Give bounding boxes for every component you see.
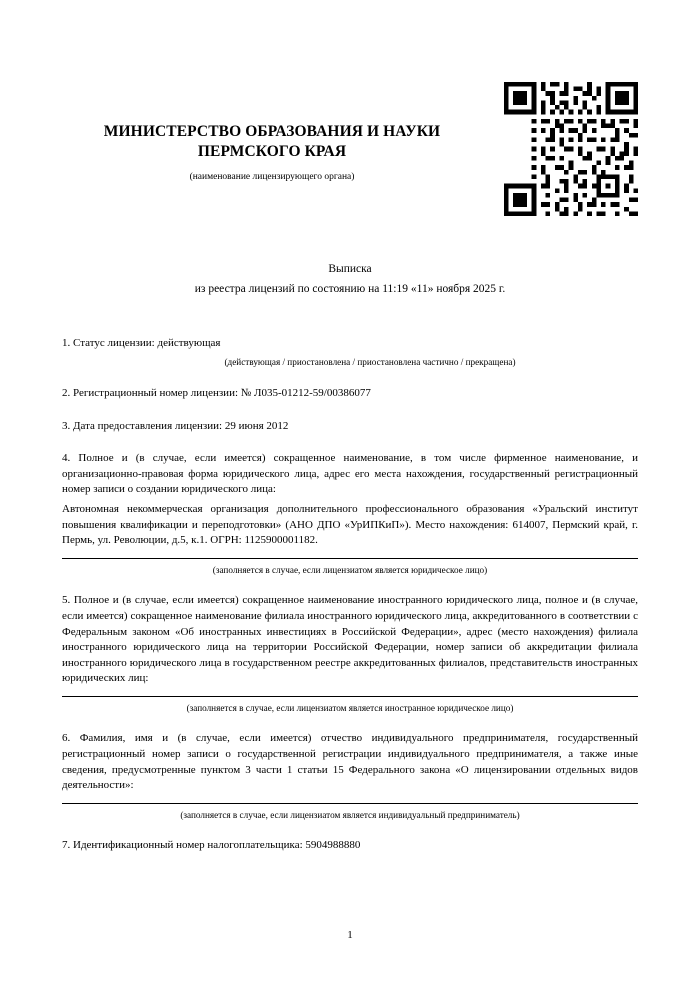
divider xyxy=(62,803,638,804)
section-reg-number xyxy=(62,386,638,402)
section-reg-number-text: 2. Регистрационный номер лицензии: № Л035-01212-59/00386077 xyxy=(62,386,371,399)
qr-code xyxy=(504,82,638,216)
section-legal-entity-text: 4. Полное и (в случае, если имеется) сокращенное наименование, в том числе фирменное наименование, и организационно-правовая форма юридического лица, адрес его места нахождения, государственный регистрационный номер записи о создании юридического лица: xyxy=(62,452,638,496)
section-individual-entrepreneur-note: (заполняется в случае, если лицензиатом является индивидуальный предприниматель) xyxy=(180,809,520,820)
section-legal-entity-body: Автономная некоммерческая организация дополнительного профессионального образования «Уральский институт повышения квалификации и переподготовки» (АНО ДПО «УрИПКиП»). Место нахождения: 614007, Пермский край, г. Пермь, ул. Революции, д.5, к.1. ОГРН: 1125900001182. xyxy=(62,502,638,547)
section-legal-entity xyxy=(62,451,638,576)
ministry-title-line2: ПЕРМСКОГО КРАЯ xyxy=(197,143,347,161)
section-individual-entrepreneur xyxy=(62,731,638,821)
section-legal-entity-note: (заполняется в случае, если лицензиатом является юридическое лицо) xyxy=(212,564,488,575)
ministry-title-line1: МИНИСТЕРСТВО ОБРАЗОВАНИЯ И НАУКИ xyxy=(103,123,441,140)
divider xyxy=(62,558,638,559)
qr-code-image xyxy=(504,82,638,216)
extract-subtitle: из реестра лицензий по состоянию на 11:19 «11» ноября 2025 г. xyxy=(194,282,506,295)
section-status-text: 1. Статус лицензии: действующая xyxy=(62,336,221,349)
section-date xyxy=(62,419,638,435)
extract-title: Выписка xyxy=(328,263,372,276)
section-inn xyxy=(62,838,638,854)
section-foreign-entity xyxy=(62,593,638,714)
section-status-note: (действующая / приостановлена / приостановлена частично / прекращена) xyxy=(224,357,516,368)
page-title xyxy=(62,122,482,163)
section-inn-text: 7. Идентификационный номер налогоплательщика: 5904988880 xyxy=(62,839,361,852)
section-status xyxy=(62,336,638,369)
section-foreign-entity-text: 5. Полное и (в случае, если имеется) сокращенное наименование иностранного юридического лица, полное и (в случае, если имеется) сокращенное наименование филиала иностранного юридического лица, аккредитованного в соответствии с Федеральным законом «Об иностранных инвестициях в Российской Федерации», адрес (место нахождения) филиала иностранного юридического лица на территории Российской Федерации, номер записи об аккредитации филиала иностранного юридического лица в государственном реестре аккредитованных филиалов, представительств иностранных юридических лиц: xyxy=(62,594,638,685)
page-number: 1 xyxy=(347,929,353,941)
section-date-text: 3. Дата предоставления лицензии: 29 июня 2012 xyxy=(62,419,289,432)
section-individual-entrepreneur-text: 6. Фамилия, имя и (в случае, если имеется) отчество индивидуального предпринимателя, государственный регистрационный номер записи о государственной регистрации индивидуального предпринимателя, а также иные сведения, предусмотренные пунктом 3 части 1 статьи 15 Федерального закона «О лицензировании отдельных видов деятельности»: xyxy=(62,732,638,792)
document-header xyxy=(62,0,482,183)
organ-caption: (наименование лицензирующего органа) xyxy=(189,171,355,182)
divider xyxy=(62,696,638,697)
extract-heading xyxy=(62,261,638,298)
section-foreign-entity-note: (заполняется в случае, если лицензиатом является иностранное юридическое лицо) xyxy=(186,702,514,713)
